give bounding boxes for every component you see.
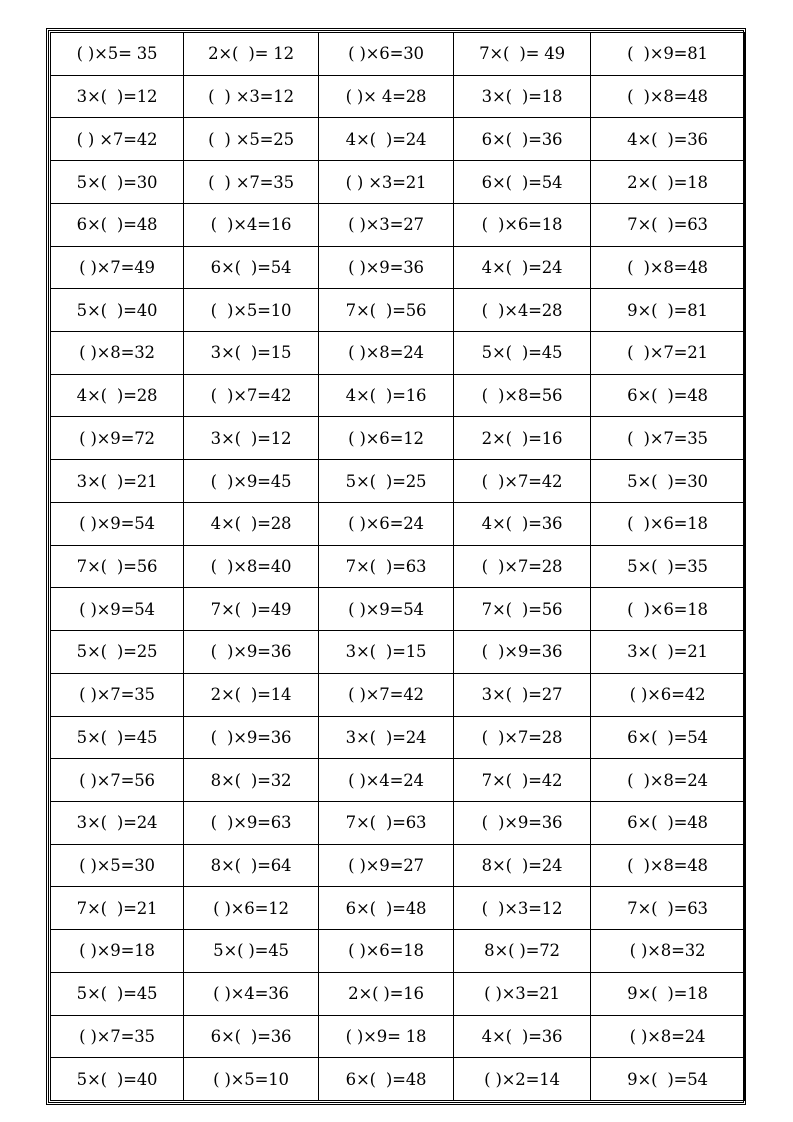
problem-cell: 4×( )=36 <box>454 1015 591 1058</box>
problem-cell: ( )×8=40 <box>184 545 319 588</box>
problem-cell: ( )×9=36 <box>184 716 319 759</box>
problem-cell: ( ) ×3=21 <box>319 161 454 204</box>
problem-cell: ( )×3=27 <box>319 203 454 246</box>
problem-cell: 5×( )=40 <box>51 289 184 332</box>
problem-cell: ( )×4=16 <box>184 203 319 246</box>
problem-cell: 6×( )=54 <box>184 246 319 289</box>
problem-cell: ( ) ×7=42 <box>51 118 184 161</box>
problem-cell: ( )×2=14 <box>454 1058 591 1101</box>
worksheet-row <box>51 161 745 204</box>
problem-cell: 7×( )=63 <box>591 887 745 930</box>
problem-cell: ( )×9=54 <box>51 588 184 631</box>
worksheet-row <box>51 844 745 887</box>
problem-cell: ( )×3=12 <box>454 887 591 930</box>
worksheet-row <box>51 203 745 246</box>
problem-cell: 9×( )=18 <box>591 972 745 1015</box>
problem-cell: 5×( )=25 <box>319 460 454 503</box>
problem-cell: 8×( )=24 <box>454 844 591 887</box>
problem-cell: 5×( )=45 <box>184 930 319 973</box>
problem-cell: 6×( )=36 <box>454 118 591 161</box>
problem-cell: 9×( )=54 <box>591 1058 745 1101</box>
worksheet-row <box>51 1015 745 1058</box>
worksheet-row <box>51 246 745 289</box>
worksheet-row <box>51 374 745 417</box>
problem-cell: 7×( )=42 <box>454 759 591 802</box>
problem-cell: ( )×6=12 <box>319 417 454 460</box>
problem-cell: 8×( )=72 <box>454 930 591 973</box>
problem-cell: 3×( )=24 <box>319 716 454 759</box>
problem-cell: ( )×9=36 <box>184 631 319 674</box>
worksheet-row <box>51 33 745 76</box>
worksheet-row <box>51 673 745 716</box>
problem-cell: ( )×7=49 <box>51 246 184 289</box>
problem-cell: ( )×6=18 <box>591 588 745 631</box>
worksheet-row <box>51 801 745 844</box>
problem-cell: ( )×5= 35 <box>51 33 184 76</box>
problem-cell: ( )×8=48 <box>591 246 745 289</box>
worksheet-row <box>51 716 745 759</box>
problem-cell: 6×( )=54 <box>591 716 745 759</box>
problem-cell: 4×( )=16 <box>319 374 454 417</box>
problem-cell: 6×( )=48 <box>319 887 454 930</box>
problem-cell: ( )×7=56 <box>51 759 184 802</box>
problem-cell: 4×( )=28 <box>184 502 319 545</box>
problem-cell: 5×( )=45 <box>454 332 591 375</box>
worksheet-row <box>51 1058 745 1101</box>
problem-cell: 7×( )=49 <box>184 588 319 631</box>
problem-cell: ( ) ×7=35 <box>184 161 319 204</box>
problem-cell: ( )×9=45 <box>184 460 319 503</box>
problem-cell: ( )×4=36 <box>184 972 319 1015</box>
problem-cell: 3×( )=12 <box>184 417 319 460</box>
problem-cell: 7×( )=56 <box>51 545 184 588</box>
problem-cell: 4×( )=36 <box>454 502 591 545</box>
problem-cell: ( )×7=42 <box>184 374 319 417</box>
problem-cell: 2×( )= 12 <box>184 33 319 76</box>
problem-cell: ( )×9=27 <box>319 844 454 887</box>
problem-cell: ( )×3=21 <box>454 972 591 1015</box>
problem-cell: 3×( )=18 <box>454 75 591 118</box>
worksheet-row <box>51 972 745 1015</box>
problem-cell: 6×( )=48 <box>319 1058 454 1101</box>
problem-cell: 5×( )=45 <box>51 972 184 1015</box>
problem-cell: ( )×6=18 <box>591 502 745 545</box>
worksheet-row <box>51 332 745 375</box>
worksheet-row <box>51 930 745 973</box>
problem-cell: ( )×7=42 <box>454 460 591 503</box>
problem-cell: ( )×8=32 <box>591 930 745 973</box>
worksheet-row <box>51 417 745 460</box>
problem-cell: 4×( )=36 <box>591 118 745 161</box>
problem-cell: ( )×4=24 <box>319 759 454 802</box>
problem-cell: 2×( )=16 <box>454 417 591 460</box>
problem-cell: 3×( )=27 <box>454 673 591 716</box>
problem-cell: ( )×6=30 <box>319 33 454 76</box>
problem-cell: ( )×9=72 <box>51 417 184 460</box>
problem-cell: 7×( )=21 <box>51 887 184 930</box>
problem-cell: 7×( )=63 <box>319 545 454 588</box>
problem-cell: 2×( )=18 <box>591 161 745 204</box>
worksheet-row <box>51 759 745 802</box>
problem-cell: ( )×9=36 <box>319 246 454 289</box>
problem-cell: ( )×5=30 <box>51 844 184 887</box>
worksheet-row <box>51 75 745 118</box>
problem-cell: ( )×8=48 <box>591 75 745 118</box>
problem-cell: ( )×6=12 <box>184 887 319 930</box>
problem-cell: 7×( )= 49 <box>454 33 591 76</box>
problem-cell: 8×( )=64 <box>184 844 319 887</box>
worksheet-frame <box>46 28 746 1105</box>
problem-cell: 3×( )=21 <box>591 631 745 674</box>
problem-cell: ( ) ×3=12 <box>184 75 319 118</box>
problem-cell: 5×( )=25 <box>51 631 184 674</box>
problem-cell: 3×( )=15 <box>184 332 319 375</box>
problem-cell: ( )×8=48 <box>591 844 745 887</box>
problem-cell: 4×( )=28 <box>51 374 184 417</box>
problem-cell: ( )×7=35 <box>591 417 745 460</box>
problem-cell: 6×( )=48 <box>591 374 745 417</box>
worksheet-body <box>51 33 745 1101</box>
problem-cell: ( )×6=42 <box>591 673 745 716</box>
problem-cell: ( )×8=56 <box>454 374 591 417</box>
problem-cell: 5×( )=35 <box>591 545 745 588</box>
problem-cell: ( )×7=35 <box>51 1015 184 1058</box>
problem-cell: 2×( )=16 <box>319 972 454 1015</box>
problem-cell: ( )×5=10 <box>184 1058 319 1101</box>
problem-cell: ( )×9=36 <box>454 631 591 674</box>
problem-cell: 5×( )=30 <box>51 161 184 204</box>
problem-cell: 3×( )=15 <box>319 631 454 674</box>
problem-cell: ( )×9=18 <box>51 930 184 973</box>
problem-cell: 5×( )=45 <box>51 716 184 759</box>
problem-cell: 5×( )=40 <box>51 1058 184 1101</box>
problem-cell: 3×( )=24 <box>51 801 184 844</box>
worksheet-row <box>51 502 745 545</box>
problem-cell: ( )×9=81 <box>591 33 745 76</box>
problem-cell: ( )×4=28 <box>454 289 591 332</box>
worksheet-row <box>51 118 745 161</box>
problem-cell: 6×( )=48 <box>51 203 184 246</box>
problem-cell: ( )×7=28 <box>454 716 591 759</box>
multiplication-worksheet-table <box>50 32 745 1101</box>
problem-cell: ( )×9=54 <box>319 588 454 631</box>
problem-cell: ( )×7=21 <box>591 332 745 375</box>
worksheet-row <box>51 887 745 930</box>
problem-cell: 6×( )=54 <box>454 161 591 204</box>
problem-cell: 4×( )=24 <box>454 246 591 289</box>
problem-cell: 4×( )=24 <box>319 118 454 161</box>
problem-cell: 6×( )=36 <box>184 1015 319 1058</box>
problem-cell: ( )× 4=28 <box>319 75 454 118</box>
problem-cell: ( )×5=10 <box>184 289 319 332</box>
problem-cell: 7×( )=56 <box>319 289 454 332</box>
problem-cell: 7×( )=63 <box>319 801 454 844</box>
problem-cell: 7×( )=56 <box>454 588 591 631</box>
problem-cell: 2×( )=14 <box>184 673 319 716</box>
problem-cell: ( )×9=36 <box>454 801 591 844</box>
problem-cell: 6×( )=48 <box>591 801 745 844</box>
problem-cell: 7×( )=63 <box>591 203 745 246</box>
problem-cell: ( )×6=18 <box>454 203 591 246</box>
worksheet-row <box>51 289 745 332</box>
problem-cell: ( )×7=42 <box>319 673 454 716</box>
problem-cell: ( )×9= 18 <box>319 1015 454 1058</box>
worksheet-row <box>51 460 745 503</box>
problem-cell: ( )×8=32 <box>51 332 184 375</box>
problem-cell: ( )×9=54 <box>51 502 184 545</box>
problem-cell: ( )×7=35 <box>51 673 184 716</box>
problem-cell: ( )×8=24 <box>319 332 454 375</box>
worksheet-row <box>51 545 745 588</box>
problem-cell: 3×( )=12 <box>51 75 184 118</box>
problem-cell: ( ) ×5=25 <box>184 118 319 161</box>
problem-cell: 8×( )=32 <box>184 759 319 802</box>
worksheet-row <box>51 588 745 631</box>
problem-cell: ( )×8=24 <box>591 759 745 802</box>
problem-cell: ( )×8=24 <box>591 1015 745 1058</box>
problem-cell: ( )×6=24 <box>319 502 454 545</box>
problem-cell: 5×( )=30 <box>591 460 745 503</box>
problem-cell: ( )×9=63 <box>184 801 319 844</box>
worksheet-row <box>51 631 745 674</box>
problem-cell: ( )×7=28 <box>454 545 591 588</box>
problem-cell: ( )×6=18 <box>319 930 454 973</box>
problem-cell: 3×( )=21 <box>51 460 184 503</box>
problem-cell: 9×( )=81 <box>591 289 745 332</box>
